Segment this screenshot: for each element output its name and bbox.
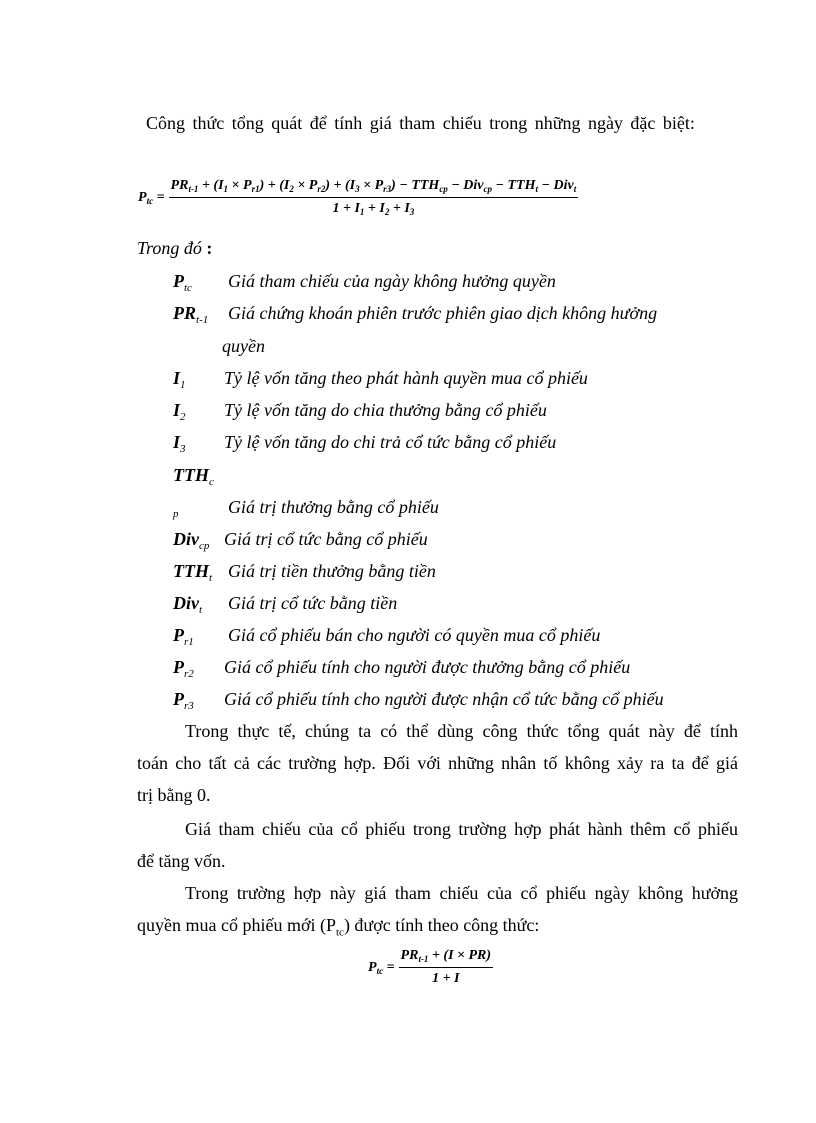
formula-denominator: 1 + I: [432, 971, 460, 986]
formula-numerator: $PR_{t-1} + (I \times PR)$: [400, 948, 492, 964]
definition-description: Tỷ lệ vốn tăng theo phát hành quyền mua cổ phiếu: [224, 368, 588, 388]
definition-row: [173, 593, 398, 616]
formula-fraction: [169, 178, 579, 217]
paragraph-general-usage: [137, 715, 738, 811]
formula-numerator: $PR_{t-1} + (I_1 \times P_{r1}) + (I_2 \times P_{r2}) + (I_3 \times P_{r3}) - TTH_{cp} - Div_{cp} - TTH_t - Div_t$: [170, 178, 577, 194]
where-label: Trong đó :: [137, 238, 213, 258]
paragraph-issue-heading: [137, 813, 738, 877]
definition-description: Giá chứng khoán phiên trước phiên giao dịch không hưởng: [228, 303, 658, 323]
definition-symbol: $P_{r1}$: [173, 625, 194, 648]
paragraph-line: Trong thực tế, chúng ta có thể dùng công thức tổng quát này để tính: [185, 721, 738, 741]
definition-description: Giá trị cổ tức bằng tiền: [228, 593, 398, 613]
definition-description: Giá tham chiếu của ngày không hưởng quyền: [228, 271, 556, 291]
paragraph-line: để tăng vốn.: [137, 851, 226, 871]
intro-text: Công thức tổng quát để tính giá tham chiếu trong những ngày đặc biệt:: [146, 113, 695, 133]
definition-description: Giá trị tiền thưởng bằng tiền: [228, 561, 436, 581]
general-formula: [138, 178, 578, 217]
formula-fraction: [399, 948, 494, 987]
formula-lhs: $P_{tc}$ =: [368, 959, 395, 976]
definition-row: [173, 465, 214, 488]
definition-symbol: $P_{r2}$: [173, 657, 194, 680]
formula-lhs: $P_{tc}$ =: [138, 189, 165, 206]
definition-description: Tỷ lệ vốn tăng do chia thưởng bằng cổ phiếu: [224, 400, 547, 420]
definition-description: Giá trị cổ tức bằng cổ phiếu: [224, 529, 428, 549]
definition-row: [173, 529, 428, 552]
definition-description: Tỷ lệ vốn tăng do chi trả cổ tức bằng cổ phiếu: [224, 432, 557, 452]
definition-row: [173, 625, 601, 648]
definition-symbol: $I_3$: [173, 432, 186, 455]
definition-row: [173, 432, 557, 455]
paragraph-line: quyền mua cổ phiếu mới $(P_{tc})$ được tính theo công thức:: [137, 915, 540, 939]
definition-symbol: Div$_t$: [173, 593, 203, 616]
definition-description: Giá cổ phiếu bán cho người có quyền mua cổ phiếu: [228, 625, 601, 645]
formula-denominator: $1 + I_1 + I_2 + I_3$: [332, 201, 415, 217]
definition-description: quyền: [222, 336, 265, 356]
definition-description: Giá cổ phiếu tính cho người được thưởng bằng cổ phiếu: [224, 657, 631, 677]
definition-description: Giá cổ phiếu tính cho người được nhận cổ tức bằng cổ phiếu: [224, 689, 664, 709]
definition-symbol: $P_{r3}$: [173, 689, 194, 712]
paragraph-issue-formula-intro: [137, 877, 738, 941]
paragraph-line: Trong trường hợp này giá tham chiếu của cổ phiếu ngày không hưởng: [185, 883, 738, 903]
definition-symbol: p: [173, 508, 179, 520]
paragraph-line: toán cho tất cả các trường hợp. Đối với những nhân tố không xảy ra ta để giá: [137, 753, 738, 773]
rights-issue-formula: [368, 948, 493, 987]
definition-row: [173, 303, 658, 326]
definition-row: [173, 400, 547, 423]
definition-row-continuation: [222, 336, 265, 357]
paragraph-line: trị bằng 0.: [137, 785, 211, 805]
definition-row: [173, 657, 631, 680]
definition-symbol: $I_2$: [173, 400, 186, 423]
definition-symbol: Div$_{cp}$: [173, 529, 210, 552]
definition-symbol: $I_1$: [173, 368, 186, 391]
definition-row: [173, 368, 588, 391]
definition-symbol: $PR_{t-1}$: [173, 303, 209, 326]
definition-description: Giá trị thưởng bằng cổ phiếu: [228, 497, 439, 517]
definition-row: [173, 497, 439, 520]
definition-row: [173, 689, 664, 712]
definition-row: [173, 561, 436, 584]
definition-symbol: $P_{tc}$: [173, 271, 192, 294]
definition-symbol: $TTH_c$: [173, 465, 214, 488]
definition-row: [173, 271, 556, 294]
paragraph-line: Giá tham chiếu của cổ phiếu trong trường hợp phát hành thêm cổ phiếu: [185, 819, 738, 839]
definition-symbol: $TTH_t$: [173, 561, 213, 584]
